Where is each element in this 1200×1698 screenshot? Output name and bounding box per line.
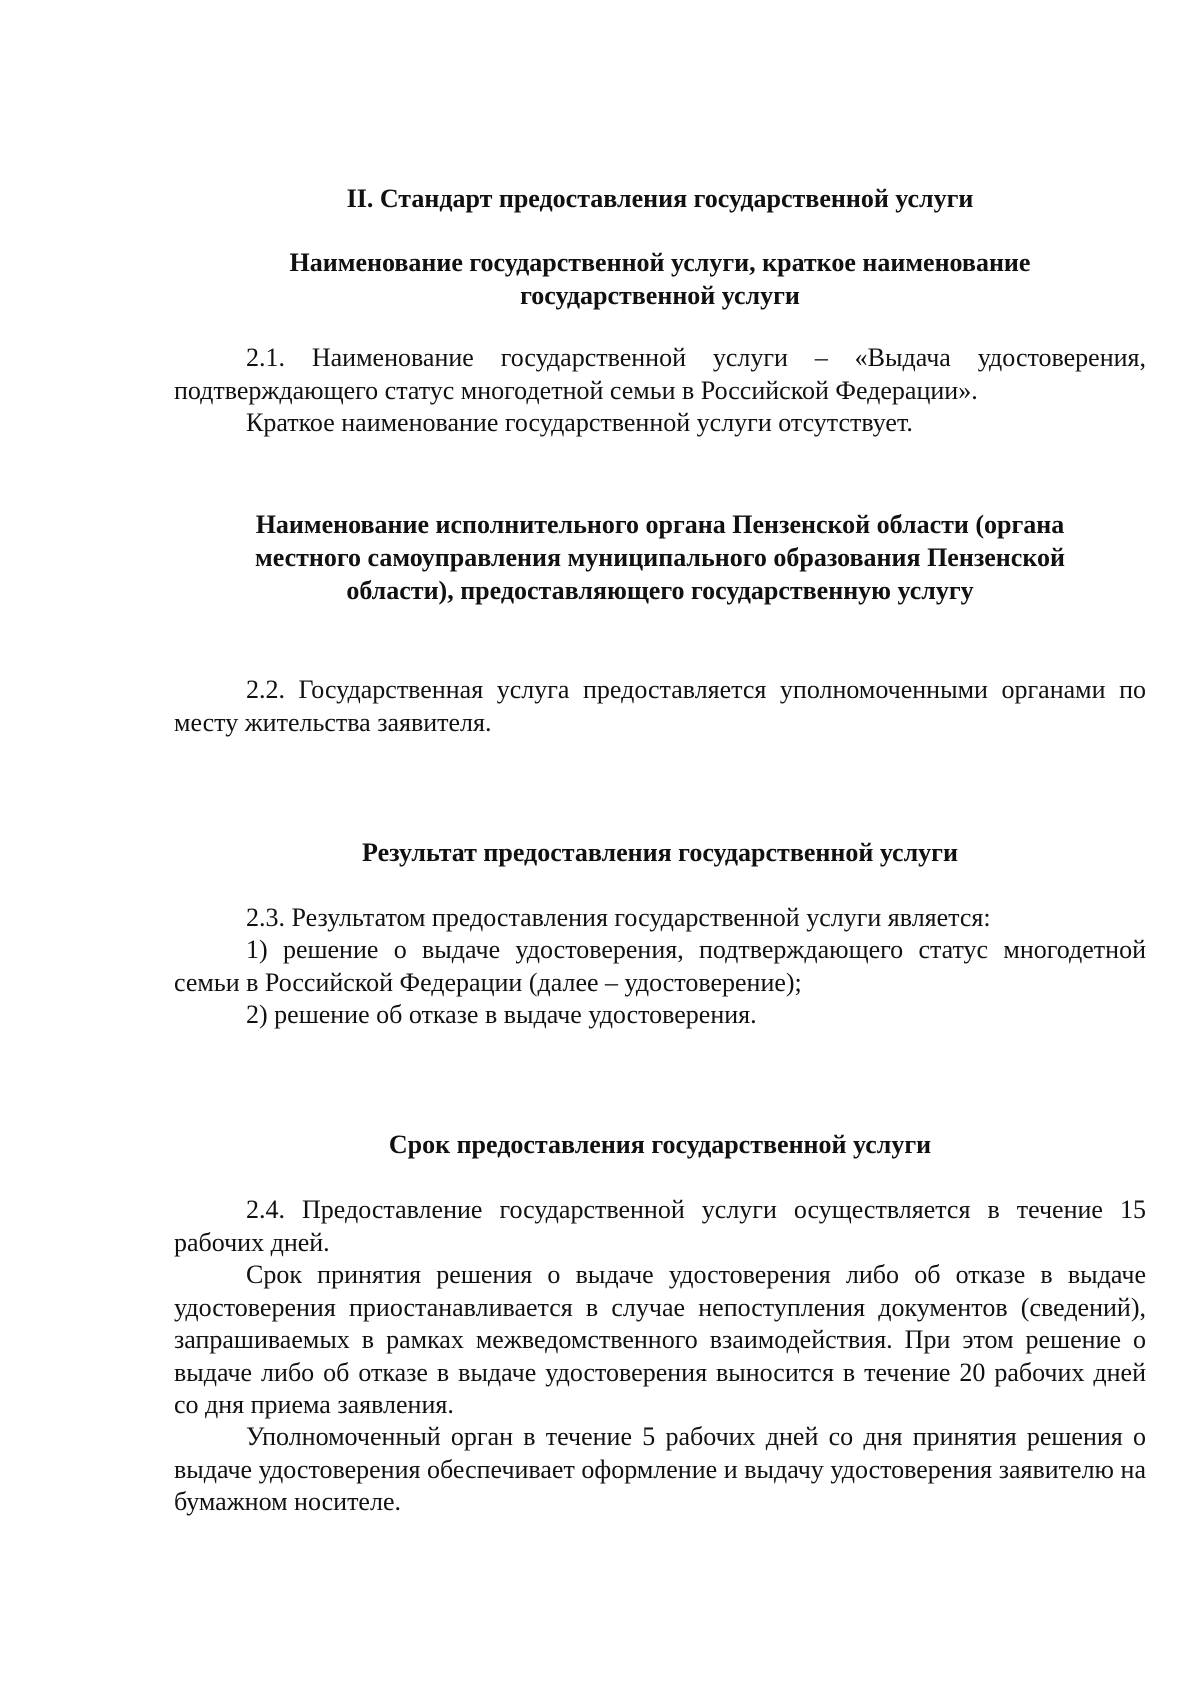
heading-service-name-line-2: государственной услуги [520, 281, 800, 310]
heading-authority-line-1: Наименование исполнительного органа Пензенской области (органа [255, 510, 1065, 539]
heading-term: Срок предоставления государственной услуги [388, 1130, 932, 1159]
paragraph-2-4: 2.4. Предоставление государственной услуги осуществляется в течение 15 рабочих дней. [174, 1195, 1146, 1257]
heading-result: Результат предоставления государственной услуги [362, 838, 958, 867]
list-item-1: 1) решение о выдаче удостоверения, подтверждающего статус многодетной семьи в Российской Федерации (далее – удостоверение); [174, 935, 1146, 997]
paragraph-short-name: Краткое наименование государственной услуги отсутствует. [246, 408, 913, 437]
paragraph-2-1: 2.1. Наименование государственной услуги – «Выдача удостоверения, подтверждающего статус многодетной семьи в Российской Федерации». [174, 343, 1146, 405]
heading-authority-line-3: области), предоставляющего государственную услугу [346, 576, 974, 605]
section-title: II. Стандарт предоставления государственной услуги [346, 184, 974, 213]
paragraph-issuance: Уполномоченный орган в течение 5 рабочих дней со дня принятия решения о выдаче удостоверения обеспечивает оформление и выдачу удостоверения заявителю на бумажном носителе. [174, 1422, 1146, 1516]
heading-service-name-line-1: Наименование государственной услуги, краткое наименование [289, 248, 1031, 277]
paragraph-decision-term: Срок принятия решения о выдаче удостоверения либо об отказе в выдаче удостоверения приостанавливается в случае непоступления документов (сведений), запрашиваемых в рамках межведомственного взаимодействия. При этом решение о выдаче либо об отказе в выдаче удостоверения выносится в течение 20 рабочих дней со дня приема заявления. [174, 1260, 1146, 1419]
document-page [174, 0, 1146, 1698]
paragraph-2-2: 2.2. Государственная услуга предоставляется уполномоченными органами по месту жительства заявителя. [174, 675, 1146, 737]
heading-authority-line-2: местного самоуправления муниципального образования Пензенской [255, 543, 1065, 572]
list-item-2: 2) решение об отказе в выдаче удостоверения. [246, 1000, 757, 1029]
paragraph-2-3: 2.3. Результатом предоставления государственной услуги является: [246, 903, 991, 932]
